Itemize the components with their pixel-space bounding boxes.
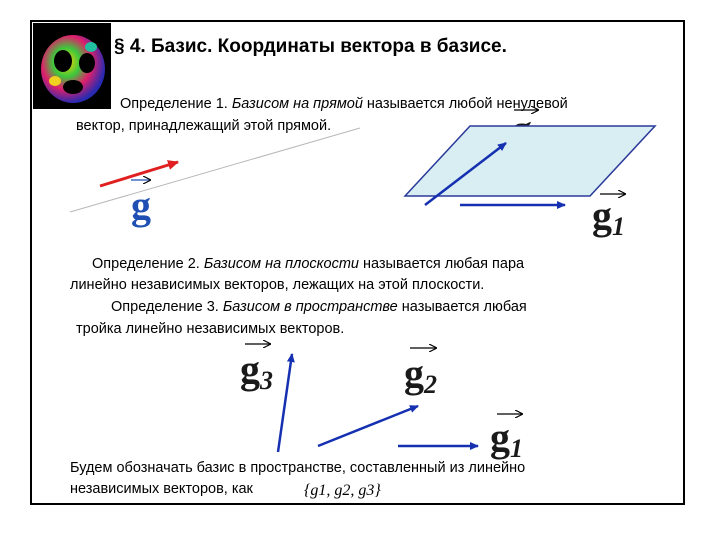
label-g1-space: $g_1$ [490, 415, 523, 463]
label-g1-plane: $g_1$ [592, 193, 625, 241]
plane-parallelogram [405, 126, 655, 196]
definition-3-line-2: тройка линейно независимых векторов. [76, 321, 345, 337]
definition-2-line-2: линейно независимых векторов, лежащих на этой плоскости. [70, 277, 485, 293]
definition-2-term: Базисом на плоскости [203, 256, 359, 272]
definition-3-tail: называется любая [397, 299, 527, 315]
straight-line [70, 128, 360, 212]
definition-3-head: Определение 3. [111, 299, 223, 315]
space-vector-g3 [278, 354, 292, 452]
label-g3-space: $g_3$ [240, 347, 273, 395]
label-g2-space: $g_2$ [404, 351, 437, 399]
closing-line-2: независимых векторов, как [70, 481, 253, 497]
definition-1-tail: называется любой ненулевой [362, 96, 568, 112]
slide-title: § 4. Базис. Координаты вектора в базисе. [114, 36, 507, 57]
basis-set-notation: {g1, g2, g3} [304, 482, 381, 499]
closing-line-1: Будем обозначать базис в пространстве, составленный из линейно [70, 460, 526, 476]
space-vector-g2 [318, 406, 418, 446]
definition-3-term: Базисом в пространстве [222, 299, 398, 315]
definition-2-head: Определение 2. [92, 256, 204, 272]
label-g: g [131, 183, 151, 228]
definition-1-term: Базисом на прямой [231, 96, 363, 112]
definition-1-line-2: вектор, принадлежащий этой прямой. [76, 118, 332, 134]
definition-1-head: Определение 1. [120, 96, 232, 112]
line-basis-vector [100, 162, 178, 186]
definition-2-tail: называется любая пара [358, 256, 525, 272]
